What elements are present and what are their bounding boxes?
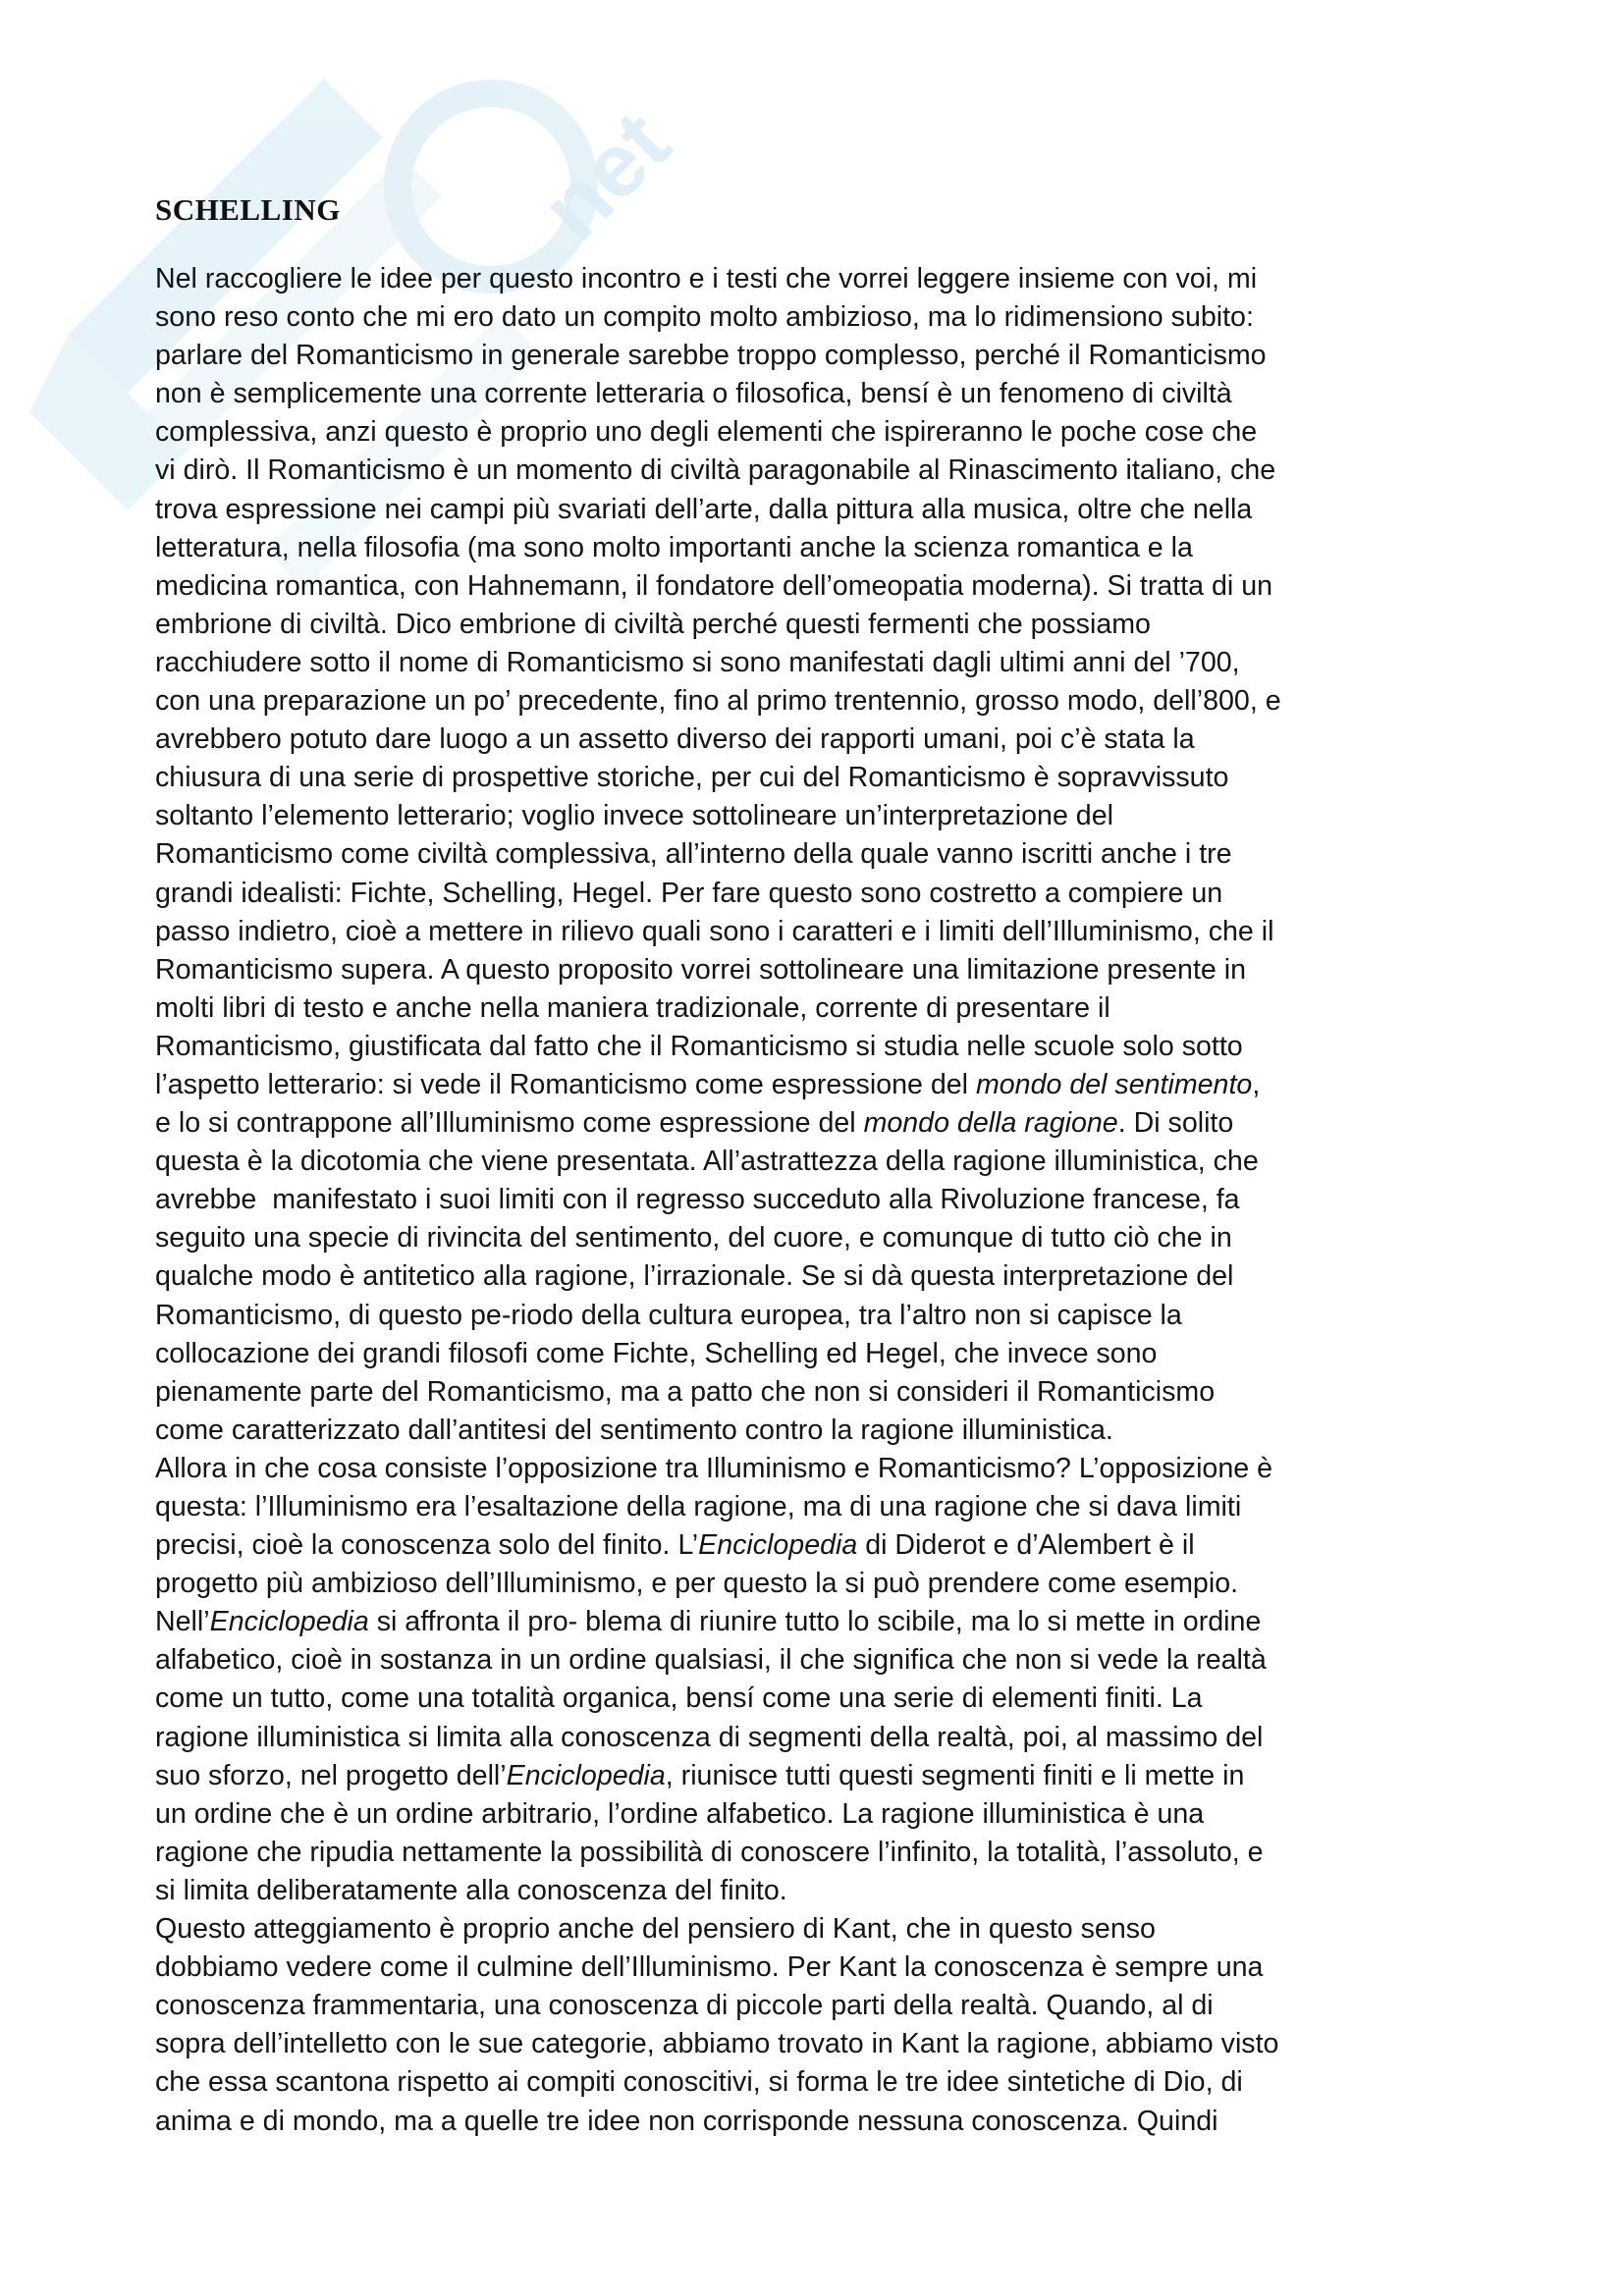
text-line [155, 1297, 1487, 1335]
text-run: si affronta il pro- blema di riunire tutto lo scibile, ma lo si mette in ordine [368, 1606, 1262, 1638]
text-line [155, 721, 1487, 759]
text-run: parlare del Romanticismo in generale sarebbe troppo complesso, perché il Romanticismo [155, 340, 1267, 372]
text-run: Allora in che cosa consiste l’opposizione tra Illuminismo e Romanticismo? L’opposizione è [155, 1452, 1272, 1484]
text-line [155, 1181, 1487, 1219]
text-run: ragione che ripudia nettamente la possibilità di conoscere l’infinito, la totalità, l’assoluto, e [155, 1836, 1264, 1868]
text-run: dobbiamo vedere come il culmine dell’Illuminismo. Per Kant la conoscenza è sempre una [155, 1951, 1264, 1984]
text-line [155, 1719, 1487, 1757]
text-run: Romanticismo, di questo pe-riodo della cultura europea, tra l’altro non si capisce la [155, 1299, 1182, 1331]
text-line [155, 913, 1487, 951]
text-run: pienamente parte del Romanticismo, ma a patto che non si consideri il Romanticismo [155, 1375, 1216, 1408]
text-run: Nell’ [155, 1606, 210, 1638]
text-run: . Di solito [1117, 1107, 1234, 1140]
text-run: avrebbe manifestato i suoi limiti con il regresso succeduto alla Rivoluzione francese, fa [155, 1184, 1240, 1216]
text-run: precisi, cioè la conoscenza solo del finito. L’ [155, 1529, 699, 1562]
text-line [155, 1603, 1487, 1641]
text-run: questa: l’Illuminismo era l’esaltazione della ragione, ma di una ragione che si dava limiti [155, 1491, 1242, 1522]
text-line [155, 644, 1487, 682]
text-line [155, 1834, 1487, 1872]
text-line [155, 1680, 1487, 1718]
text-line [155, 1028, 1487, 1066]
text-line [155, 452, 1487, 490]
text-line [155, 1412, 1487, 1450]
text-run: passo indietro, cioè a mettere in rilievo quali sono i caratteri e i limiti dell’Illuminismo, che il [155, 915, 1274, 947]
text-run: sono reso conto che mi ero dato un compito molto ambizioso, ma lo ridimensiono subito: [155, 301, 1254, 334]
text-run: anima e di mondo, ma a quelle tre idee non corrisponde nessuna conoscenza. Quindi [155, 2105, 1218, 2137]
text-line [155, 2025, 1487, 2063]
text-run: alfabetico, cioè in sostanza in un ordine qualsiasi, il che significa che non si vede la realtà [155, 1644, 1267, 1677]
text-line [155, 1565, 1487, 1603]
text-line [155, 2063, 1487, 2102]
text-run: Romanticismo supera. A questo proposito vorrei sottolineare una limitazione presente in [155, 953, 1246, 986]
text-run: seguito una specie di rivincita del sentimento, del cuore, e comunque di tutto ciò che in [155, 1222, 1232, 1255]
text-line [155, 1257, 1487, 1296]
text-run: chiusura di una serie di prospettive storiche, per cui del Romanticismo è sopravvissuto [155, 762, 1229, 794]
text-line [155, 1795, 1487, 1834]
text-line [155, 1488, 1487, 1526]
text-line [155, 491, 1487, 529]
text-line [155, 1335, 1487, 1373]
text-line [155, 567, 1487, 606]
watermark-text: net [522, 92, 689, 260]
text-line [155, 413, 1487, 452]
text-line [155, 1143, 1487, 1181]
italic-text: mondo della ragione [863, 1107, 1118, 1140]
text-run: Romanticismo, giustificata dal fatto che il Romanticismo si studia nelle scuole solo sotto [155, 1030, 1243, 1062]
text-line [155, 606, 1487, 644]
text-run: e lo si contrappone all’Illuminismo come espressione del [155, 1107, 864, 1140]
text-line [155, 1872, 1487, 1910]
italic-text: mondo del sentimento [975, 1068, 1253, 1100]
text-run: collocazione dei grandi filosofi come Fichte, Schelling ed Hegel, che invece sono [155, 1337, 1158, 1369]
document-title: SCHELLING [155, 192, 341, 227]
text-run: qualche modo è antitetico alla ragione, l’irrazionale. Se si dà questa interpretazione del [155, 1260, 1234, 1293]
text-line [155, 298, 1487, 337]
text-line [155, 835, 1487, 874]
text-run: embrione di civiltà. Dico embrione di civiltà perché questi fermenti che possiamo [155, 608, 1151, 640]
text-run: trova espressione nei campi più svariati dell’arte, dalla pittura alla musica, oltre che nella [155, 493, 1253, 525]
text-run: complessiva, anzi questo è proprio uno degli elementi che ispireranno le poche cose che [155, 416, 1258, 449]
text-line [155, 260, 1487, 298]
text-line [155, 759, 1487, 797]
text-run: , [1252, 1068, 1261, 1100]
text-run: racchiudere sotto il nome di Romanticismo si sono manifestati dagli ultimi anni del ’700, [155, 646, 1240, 678]
text-line [155, 951, 1487, 989]
text-run: letteratura, nella filosofia (ma sono molto importanti anche la scienza romantica e la [155, 531, 1193, 563]
text-run: non è semplicemente una corrente letteraria o filosofica, bensí è un fenomeno di civiltà [155, 378, 1232, 410]
text-run: sopra dell’intelletto con le sue categorie, abbiamo trovato in Kant la ragione, abbiamo visto [155, 2028, 1279, 2060]
text-run: molti libri di testo e anche nella maniera tradizionale, corrente di presentare il [155, 991, 1110, 1024]
text-run: conoscenza frammentaria, una conoscenza di piccole parti della realtà. Quando, al di [155, 1990, 1214, 2022]
text-run: si limita deliberatamente alla conoscenza del finito. [155, 1874, 787, 1906]
text-run: Questo atteggiamento è proprio anche del pensiero di Kant, che in questo senso [155, 1913, 1156, 1946]
text-run: Nel raccogliere le idee per questo incontro e i testi che vorrei leggere insieme con voi, mi [155, 263, 1258, 294]
text-line [155, 1066, 1487, 1104]
text-line [155, 337, 1487, 375]
text-run: vi dirò. Il Romanticismo è un momento di civiltà paragonabile al Rinascimento italiano, che [155, 454, 1276, 487]
italic-text: Enciclopedia [209, 1606, 369, 1638]
text-line [155, 989, 1487, 1028]
text-line [155, 1987, 1487, 2025]
text-run: come caratterizzato dall’antitesi del sentimento contro la ragione illuministica. [155, 1414, 1113, 1446]
text-run: l’aspetto letterario: si vede il Romanticismo come espressione del [155, 1068, 976, 1100]
italic-text: Enciclopedia [698, 1529, 858, 1562]
text-run: avrebbero potuto dare luogo a un assetto diverso dei rapporti umani, poi c’è stata la [155, 723, 1195, 756]
text-run: di Diderot e d’Alembert è il [857, 1529, 1195, 1562]
text-line [155, 1219, 1487, 1257]
text-run: progetto più ambizioso dell’Illuminismo, e per questo la si può prendere come esempio. [155, 1568, 1239, 1600]
text-run: , riunisce tutti questi segmenti finiti e li mette in [665, 1759, 1245, 1791]
text-run: con una preparazione un po’ precedente, fino al primo trentennio, grosso modo, dell’800, e [155, 685, 1281, 718]
text-line [155, 375, 1487, 413]
text-run: questa è la dicotomia che viene presentata. All’astrattezza della ragione illuministica, che [155, 1146, 1259, 1178]
text-line [155, 682, 1487, 721]
text-line [155, 1910, 1487, 1949]
paragraph-text [155, 260, 1487, 2141]
text-line [155, 529, 1487, 567]
text-run: soltanto l’elemento letterario; voglio invece sottolineare un’interpretazione del [155, 800, 1113, 832]
text-run: suo sforzo, nel progetto dell’ [155, 1759, 507, 1791]
text-line [155, 1526, 1487, 1565]
document-body [155, 192, 1487, 2141]
text-line [155, 1373, 1487, 1412]
text-line [155, 1450, 1487, 1488]
text-run: grandi idealisti: Fichte, Schelling, Hegel. Per fare questo sono costretto a compiere un [155, 877, 1223, 909]
text-line [155, 1757, 1487, 1795]
text-run: che essa scantona rispetto ai compiti conoscitivi, si forma le tre idee sintetiche di Dio, di [155, 2066, 1243, 2099]
text-run: medicina romantica, con Hahnemann, il fondatore dell’omeopatia moderna). Si tratta di un [155, 569, 1273, 602]
italic-text: Enciclopedia [506, 1759, 666, 1791]
text-run: Romanticismo come civiltà complessiva, all’interno della quale vanno iscritti anche i tre [155, 838, 1232, 871]
text-run: un ordine che è un ordine arbitrario, l’ordine alfabetico. La ragione illuministica è una [155, 1797, 1205, 1830]
text-line [155, 1949, 1487, 1987]
text-run: ragione illuministica si limita alla conoscenza di segmenti della realtà, poi, al massimo del [155, 1721, 1264, 1753]
text-run: come un tutto, come una totalità organica, bensí come una serie di elementi finiti. La [155, 1682, 1203, 1715]
text-line [155, 2103, 1487, 2141]
text-line [155, 1104, 1487, 1143]
text-line [155, 797, 1487, 835]
text-line [155, 1641, 1487, 1680]
text-line [155, 875, 1487, 913]
